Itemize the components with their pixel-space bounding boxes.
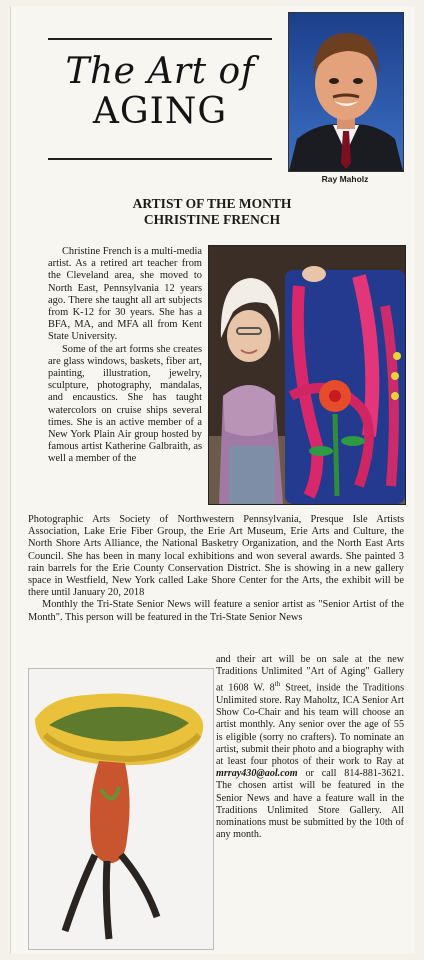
article-submission-column xyxy=(216,654,404,841)
article-heading-line1: ARTIST OF THE MONTH xyxy=(132,196,292,211)
ordinal-suffix: th xyxy=(274,680,281,689)
paragraph-monthly-feature: Monthly the Tri-State Senior News will feature a senior artist as "Senior Artist of the Month". This person will be featured in the Tri-State Senior News xyxy=(28,599,404,623)
columnist-caption: Ray Maholz xyxy=(321,174,369,184)
submission-text-b: Street, inside the Traditions Unlimited store. Ray Maholtz, ICA Senior Art Show Co-Chair and his team will choose an artist monthly. Any senior over the age of 55 is eligible (sorry no crafters). To nominate an artist, submit their photo and a biography with at least four photos of their work to Ray at xyxy=(216,682,405,767)
paragraph-memberships: Photographic Arts Society of Northwestern Pennsylvania, Presque Isle Artists Association, Lake Erie Fiber Group, the Erie Art Museum, Erie Arts and Culture, the North Shore Arts Alliance, the National Basketry Organization, and the North East Arts Council. She has been in many local exhibitions and won several awards. She painted 3 rain barrels for the Erie County Conservation District. She is showing in a new gallery space in Westfield, New York called Lake Shore Center for the Arts, the exhibit will be there until January 20, 2018 xyxy=(28,514,404,599)
submission-text-a: and their art will be on sale at the new Traditions Unlimited "Art of Aging" Gallery at 1608 W. 8 xyxy=(216,654,404,694)
column-title-line2: AGING xyxy=(92,91,228,132)
article-heading xyxy=(0,196,424,228)
article-intro-column xyxy=(48,246,202,466)
paragraph-submission xyxy=(216,654,404,841)
contact-email-link[interactable]: mrray430@aol.com xyxy=(216,768,298,780)
submission-text-c: or call 814-881-3621. The chosen artist will be featured in the Senior News and have a feature wall in the Traditions Unlimited Store Gallery. All nominations must be submitted by the 10th of any month. xyxy=(216,768,404,841)
paragraph-art-forms: Some of the art forms she creates are glass windows, baskets, fiber art, painting, illustration, jewelry, sculpture, photography, mandalas, and encaustics. She has taught watercolors on cruise ships several times. She is an active member of a New York Plain Air group hosted by famous artist Katherine Galbraith, as well a member of the xyxy=(48,343,202,465)
columnist-portrait-image xyxy=(289,13,403,171)
paragraph-intro: Christine French is a multi-media artist. As a retired art teacher from the Cleveland area, she moved to North East, Pennsylvania 12 years ago. There she taught all art subjects from K-12 for 30 years. She has a BFA, MA, and MFA all from Kent State University. xyxy=(48,246,202,343)
header-rule-top xyxy=(48,38,272,40)
columnist-portrait xyxy=(288,12,404,172)
column-title xyxy=(48,52,272,132)
column-title-line1: The Art of xyxy=(65,51,255,92)
article-heading-line2: CHRISTINE FRENCH xyxy=(143,212,281,227)
header-rule-bottom xyxy=(48,158,272,160)
sculpture-photo xyxy=(28,668,214,950)
sculpture-image xyxy=(29,669,213,949)
article-full-width-block xyxy=(28,514,404,624)
artist-photo xyxy=(208,245,406,505)
artist-with-barrel-image xyxy=(209,246,405,504)
